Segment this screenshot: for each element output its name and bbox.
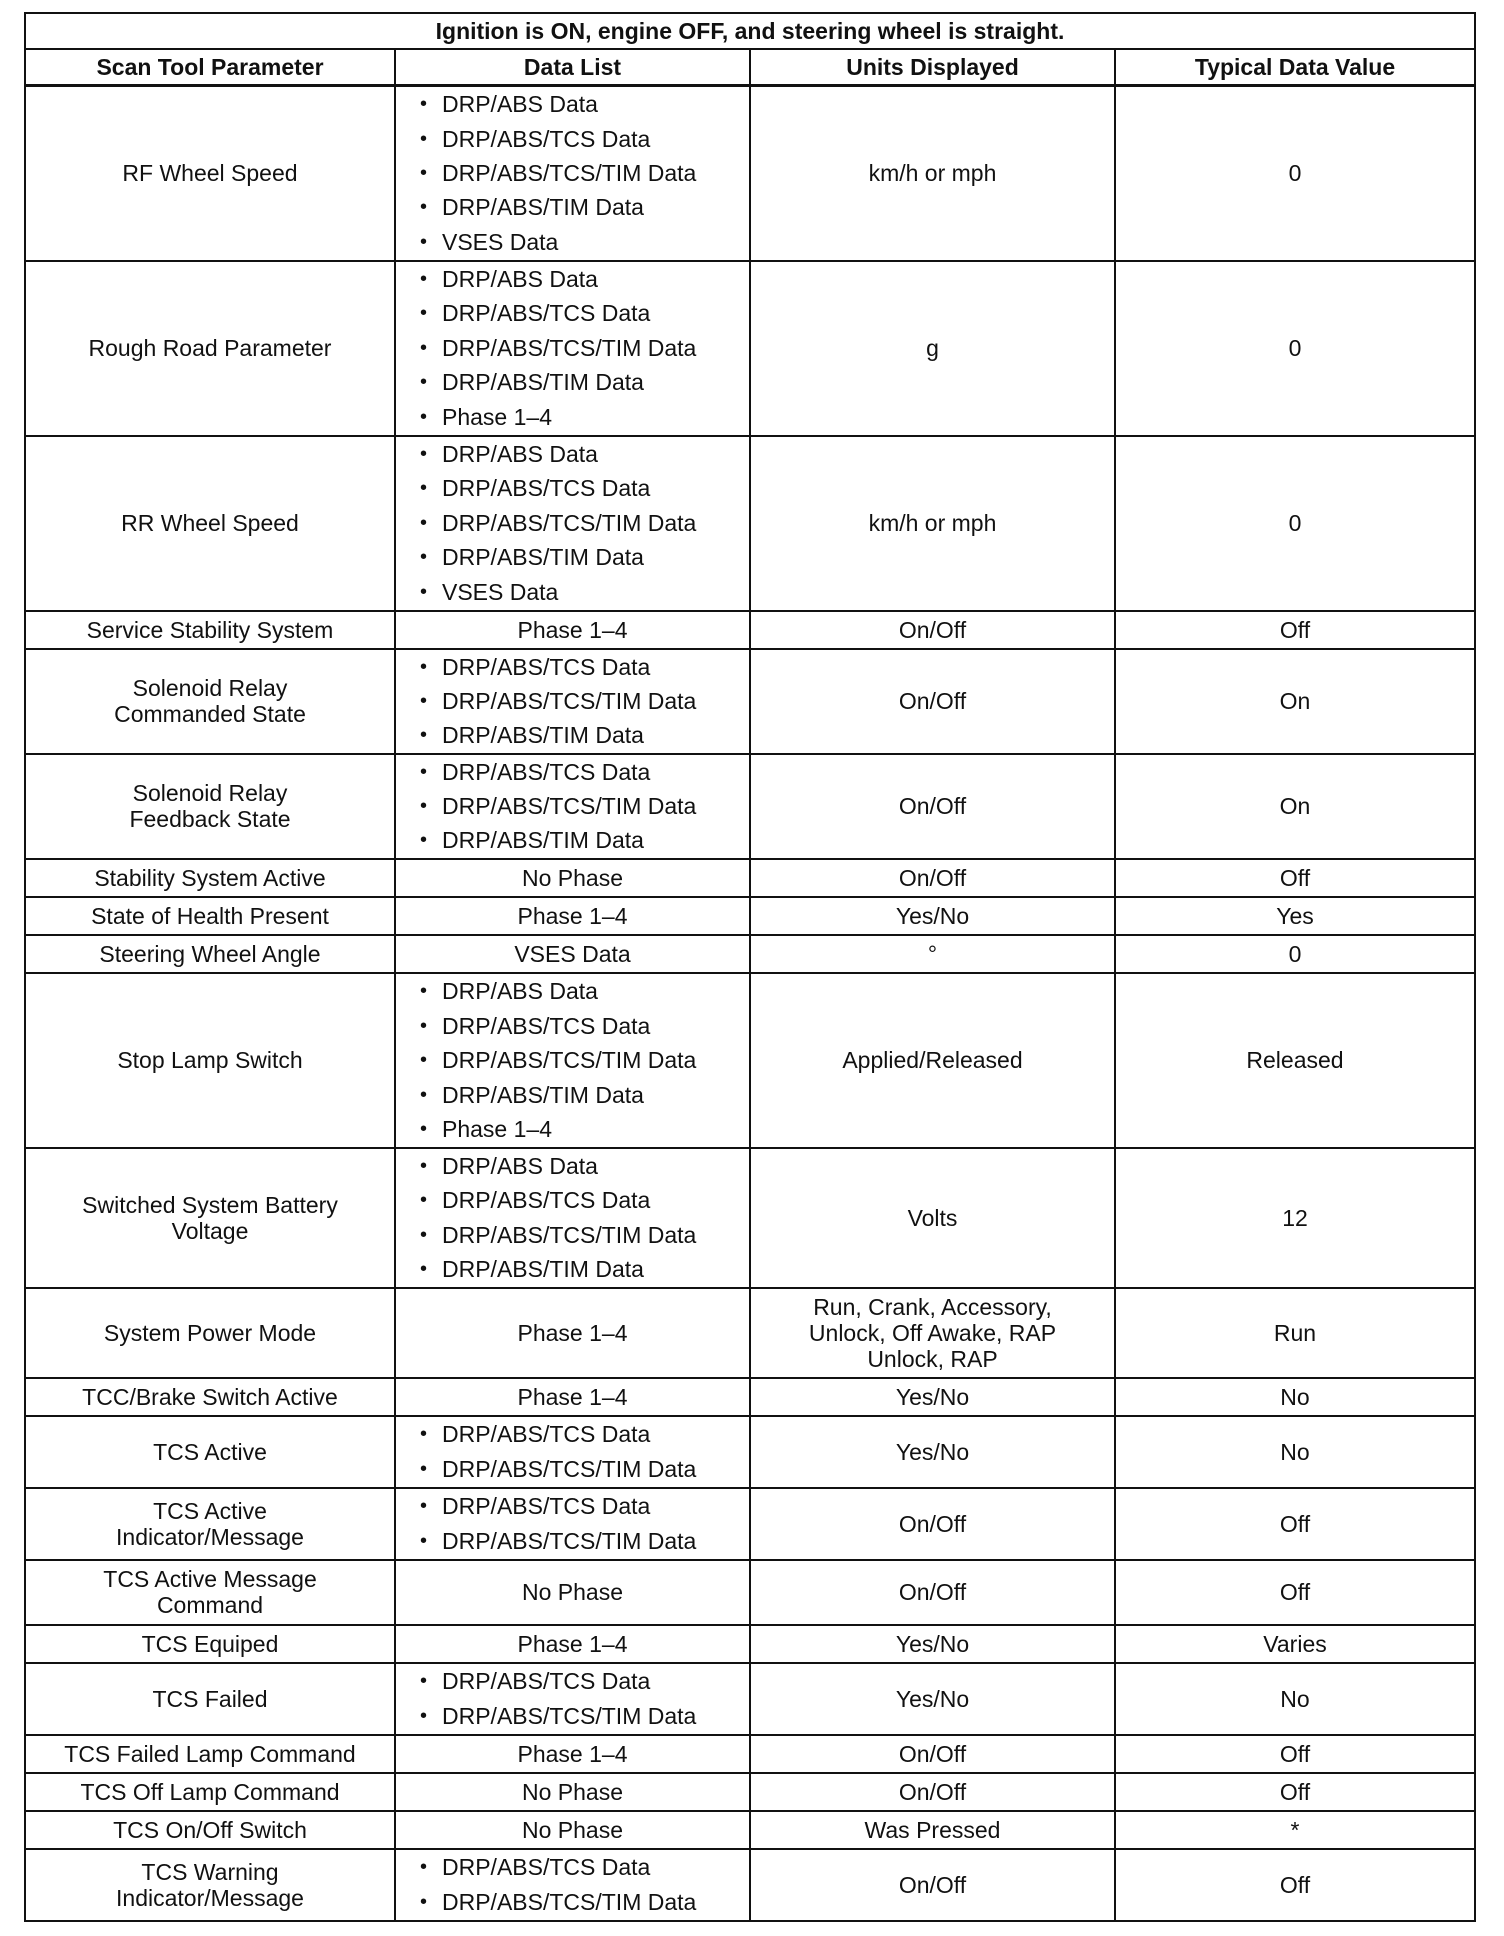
table-caption-row xyxy=(25,13,1475,49)
typical-value-cell: Off xyxy=(1115,1560,1475,1625)
typical-value-cell: * xyxy=(1115,1811,1475,1849)
typical-value-cell: No xyxy=(1115,1378,1475,1416)
data-list-cell xyxy=(395,1663,750,1735)
units-cell: On/Off xyxy=(750,1849,1115,1921)
parameter-cell: Service Stability System xyxy=(25,611,395,649)
units-cell: On/Off xyxy=(750,1560,1115,1625)
list-item: • DRP/ABS/TIM Data xyxy=(420,1078,743,1112)
units-cell: Volts xyxy=(750,1148,1115,1288)
table-row xyxy=(25,754,1475,859)
parameter-cell: TCS Active Indicator/Message xyxy=(25,1488,395,1560)
list-item: • DRP/ABS/TCS Data xyxy=(420,122,743,156)
data-list-cell: Phase 1–4 xyxy=(395,1625,750,1663)
parameter-cell: TCS Active xyxy=(25,1416,395,1488)
column-header-data-list: Data List xyxy=(395,49,750,86)
units-cell: Run, Crank, Accessory, Unlock, Off Awake, RAP Unlock, RAP xyxy=(750,1288,1115,1378)
data-list-cell xyxy=(395,1148,750,1288)
units-cell: Yes/No xyxy=(750,1416,1115,1488)
typical-value-cell: Off xyxy=(1115,1773,1475,1811)
data-list-cell: No Phase xyxy=(395,859,750,897)
list-item: • DRP/ABS/TCS Data xyxy=(420,755,743,789)
parameter-cell: TCS Warning Indicator/Message xyxy=(25,1849,395,1921)
data-list-cell xyxy=(395,1488,750,1560)
units-cell: ° xyxy=(750,935,1115,973)
data-list xyxy=(402,1417,743,1486)
typical-value-cell: On xyxy=(1115,649,1475,754)
table-row xyxy=(25,1735,1475,1773)
data-list xyxy=(402,1850,743,1919)
list-item: • DRP/ABS/TCS/TIM Data xyxy=(420,1218,743,1252)
list-item: • DRP/ABS/TIM Data xyxy=(420,823,743,857)
list-item: • DRP/ABS Data xyxy=(420,437,743,471)
data-list xyxy=(402,1149,743,1287)
typical-value-cell: 12 xyxy=(1115,1148,1475,1288)
data-list-cell xyxy=(395,754,750,859)
parameter-cell: RR Wheel Speed xyxy=(25,436,395,611)
data-list-cell: Phase 1–4 xyxy=(395,1378,750,1416)
table-row xyxy=(25,1560,1475,1625)
data-list-cell: Phase 1–4 xyxy=(395,611,750,649)
data-list xyxy=(402,87,743,259)
data-list-cell: No Phase xyxy=(395,1773,750,1811)
typical-value-cell: No xyxy=(1115,1663,1475,1735)
list-item: • DRP/ABS Data xyxy=(420,87,743,121)
list-item: • DRP/ABS/TCS Data xyxy=(420,650,743,684)
data-list xyxy=(402,974,743,1146)
table-row xyxy=(25,1663,1475,1735)
data-list xyxy=(402,755,743,858)
list-item: • DRP/ABS/TCS/TIM Data xyxy=(420,1699,743,1733)
table-body xyxy=(25,86,1475,1921)
table-row xyxy=(25,1288,1475,1378)
list-item: • DRP/ABS/TCS Data xyxy=(420,1417,743,1451)
list-item: • DRP/ABS/TIM Data xyxy=(420,718,743,752)
typical-value-cell: Released xyxy=(1115,973,1475,1148)
parameter-cell: Stop Lamp Switch xyxy=(25,973,395,1148)
data-list-cell xyxy=(395,261,750,436)
typical-value-cell: Varies xyxy=(1115,1625,1475,1663)
table-row xyxy=(25,86,1475,261)
list-item: • Phase 1–4 xyxy=(420,400,743,434)
data-list xyxy=(402,650,743,753)
typical-value-cell: 0 xyxy=(1115,261,1475,436)
parameter-cell: TCS Failed xyxy=(25,1663,395,1735)
typical-value-cell: Off xyxy=(1115,1735,1475,1773)
parameter-cell: System Power Mode xyxy=(25,1288,395,1378)
data-list-cell: No Phase xyxy=(395,1811,750,1849)
units-cell: On/Off xyxy=(750,1735,1115,1773)
typical-value-cell: Run xyxy=(1115,1288,1475,1378)
data-list xyxy=(402,1664,743,1733)
typical-value-cell: Yes xyxy=(1115,897,1475,935)
parameter-cell: TCS Active Message Command xyxy=(25,1560,395,1625)
list-item: • DRP/ABS Data xyxy=(420,262,743,296)
list-item: • DRP/ABS/TCS/TIM Data xyxy=(420,684,743,718)
parameter-cell: State of Health Present xyxy=(25,897,395,935)
units-cell: Yes/No xyxy=(750,1663,1115,1735)
table-row xyxy=(25,1488,1475,1560)
units-cell: Yes/No xyxy=(750,1625,1115,1663)
table-row xyxy=(25,935,1475,973)
list-item: • DRP/ABS/TCS Data xyxy=(420,1664,743,1698)
list-item: • DRP/ABS/TCS/TIM Data xyxy=(420,1452,743,1486)
table-caption: Ignition is ON, engine OFF, and steering wheel is straight. xyxy=(25,13,1475,49)
typical-value-cell: Off xyxy=(1115,611,1475,649)
parameter-cell: TCS Equiped xyxy=(25,1625,395,1663)
parameter-cell: TCS Failed Lamp Command xyxy=(25,1735,395,1773)
list-item: • DRP/ABS/TCS Data xyxy=(420,1489,743,1523)
table-row xyxy=(25,859,1475,897)
parameter-cell: Solenoid Relay Commanded State xyxy=(25,649,395,754)
list-item: • DRP/ABS/TCS Data xyxy=(420,296,743,330)
data-list-cell: No Phase xyxy=(395,1560,750,1625)
parameter-cell: TCC/Brake Switch Active xyxy=(25,1378,395,1416)
typical-value-cell: Off xyxy=(1115,1488,1475,1560)
typical-value-cell: No xyxy=(1115,1416,1475,1488)
list-item: • DRP/ABS Data xyxy=(420,1149,743,1183)
data-list-cell: Phase 1–4 xyxy=(395,1735,750,1773)
units-cell: On/Off xyxy=(750,1488,1115,1560)
typical-value-cell: Off xyxy=(1115,859,1475,897)
parameter-cell: Rough Road Parameter xyxy=(25,261,395,436)
table-row xyxy=(25,649,1475,754)
list-item: • VSES Data xyxy=(420,575,743,609)
list-item: • VSES Data xyxy=(420,225,743,259)
units-cell: km/h or mph xyxy=(750,436,1115,611)
typical-value-cell: 0 xyxy=(1115,935,1475,973)
list-item: • DRP/ABS/TCS/TIM Data xyxy=(420,1885,743,1919)
table-row xyxy=(25,897,1475,935)
column-header-parameter: Scan Tool Parameter xyxy=(25,49,395,86)
data-list-cell: Phase 1–4 xyxy=(395,897,750,935)
table-row xyxy=(25,1625,1475,1663)
table-row xyxy=(25,1148,1475,1288)
units-cell: km/h or mph xyxy=(750,86,1115,261)
typical-value-cell: 0 xyxy=(1115,436,1475,611)
list-item: • DRP/ABS/TCS Data xyxy=(420,1183,743,1217)
parameter-cell: TCS Off Lamp Command xyxy=(25,1773,395,1811)
parameter-cell: RF Wheel Speed xyxy=(25,86,395,261)
units-cell: On/Off xyxy=(750,1773,1115,1811)
units-cell: On/Off xyxy=(750,649,1115,754)
data-list-cell xyxy=(395,1849,750,1921)
data-list-cell xyxy=(395,436,750,611)
list-item: • DRP/ABS/TIM Data xyxy=(420,365,743,399)
parameter-cell: Switched System Battery Voltage xyxy=(25,1148,395,1288)
column-header-typical-value: Typical Data Value xyxy=(1115,49,1475,86)
table-row xyxy=(25,611,1475,649)
column-header-units: Units Displayed xyxy=(750,49,1115,86)
table-row xyxy=(25,973,1475,1148)
list-item: • DRP/ABS/TCS Data xyxy=(420,1850,743,1884)
units-cell: Yes/No xyxy=(750,1378,1115,1416)
table-row xyxy=(25,1378,1475,1416)
list-item: • Phase 1–4 xyxy=(420,1112,743,1146)
units-cell: On/Off xyxy=(750,611,1115,649)
table-row xyxy=(25,1416,1475,1488)
table-row xyxy=(25,1849,1475,1921)
parameter-cell: Steering Wheel Angle xyxy=(25,935,395,973)
list-item: • DRP/ABS/TCS/TIM Data xyxy=(420,156,743,190)
table-row xyxy=(25,436,1475,611)
data-list-cell: Phase 1–4 xyxy=(395,1288,750,1378)
table-row xyxy=(25,1773,1475,1811)
table-row xyxy=(25,1811,1475,1849)
typical-value-cell: On xyxy=(1115,754,1475,859)
list-item: • DRP/ABS/TIM Data xyxy=(420,190,743,224)
data-list xyxy=(402,437,743,609)
parameter-cell: Solenoid Relay Feedback State xyxy=(25,754,395,859)
units-cell: Yes/No xyxy=(750,897,1115,935)
list-item: • DRP/ABS/TIM Data xyxy=(420,1252,743,1286)
parameter-cell: Stability System Active xyxy=(25,859,395,897)
data-list xyxy=(402,1489,743,1558)
data-list-cell xyxy=(395,86,750,261)
scan-tool-data-table xyxy=(24,12,1476,1922)
column-header-row xyxy=(25,49,1475,86)
table-row xyxy=(25,261,1475,436)
list-item: • DRP/ABS/TCS Data xyxy=(420,1009,743,1043)
typical-value-cell: 0 xyxy=(1115,86,1475,261)
list-item: • DRP/ABS/TCS/TIM Data xyxy=(420,506,743,540)
list-item: • DRP/ABS/TCS/TIM Data xyxy=(420,331,743,365)
list-item: • DRP/ABS/TCS Data xyxy=(420,471,743,505)
data-list-cell: VSES Data xyxy=(395,935,750,973)
data-list xyxy=(402,262,743,434)
units-cell: Was Pressed xyxy=(750,1811,1115,1849)
list-item: • DRP/ABS/TCS/TIM Data xyxy=(420,789,743,823)
units-cell: g xyxy=(750,261,1115,436)
parameter-cell: TCS On/Off Switch xyxy=(25,1811,395,1849)
data-list-cell xyxy=(395,649,750,754)
units-cell: On/Off xyxy=(750,754,1115,859)
typical-value-cell: Off xyxy=(1115,1849,1475,1921)
data-list-cell xyxy=(395,973,750,1148)
list-item: • DRP/ABS/TCS/TIM Data xyxy=(420,1043,743,1077)
list-item: • DRP/ABS/TIM Data xyxy=(420,540,743,574)
list-item: • DRP/ABS/TCS/TIM Data xyxy=(420,1524,743,1558)
units-cell: Applied/Released xyxy=(750,973,1115,1148)
units-cell: On/Off xyxy=(750,859,1115,897)
data-list-cell xyxy=(395,1416,750,1488)
list-item: • DRP/ABS Data xyxy=(420,974,743,1008)
